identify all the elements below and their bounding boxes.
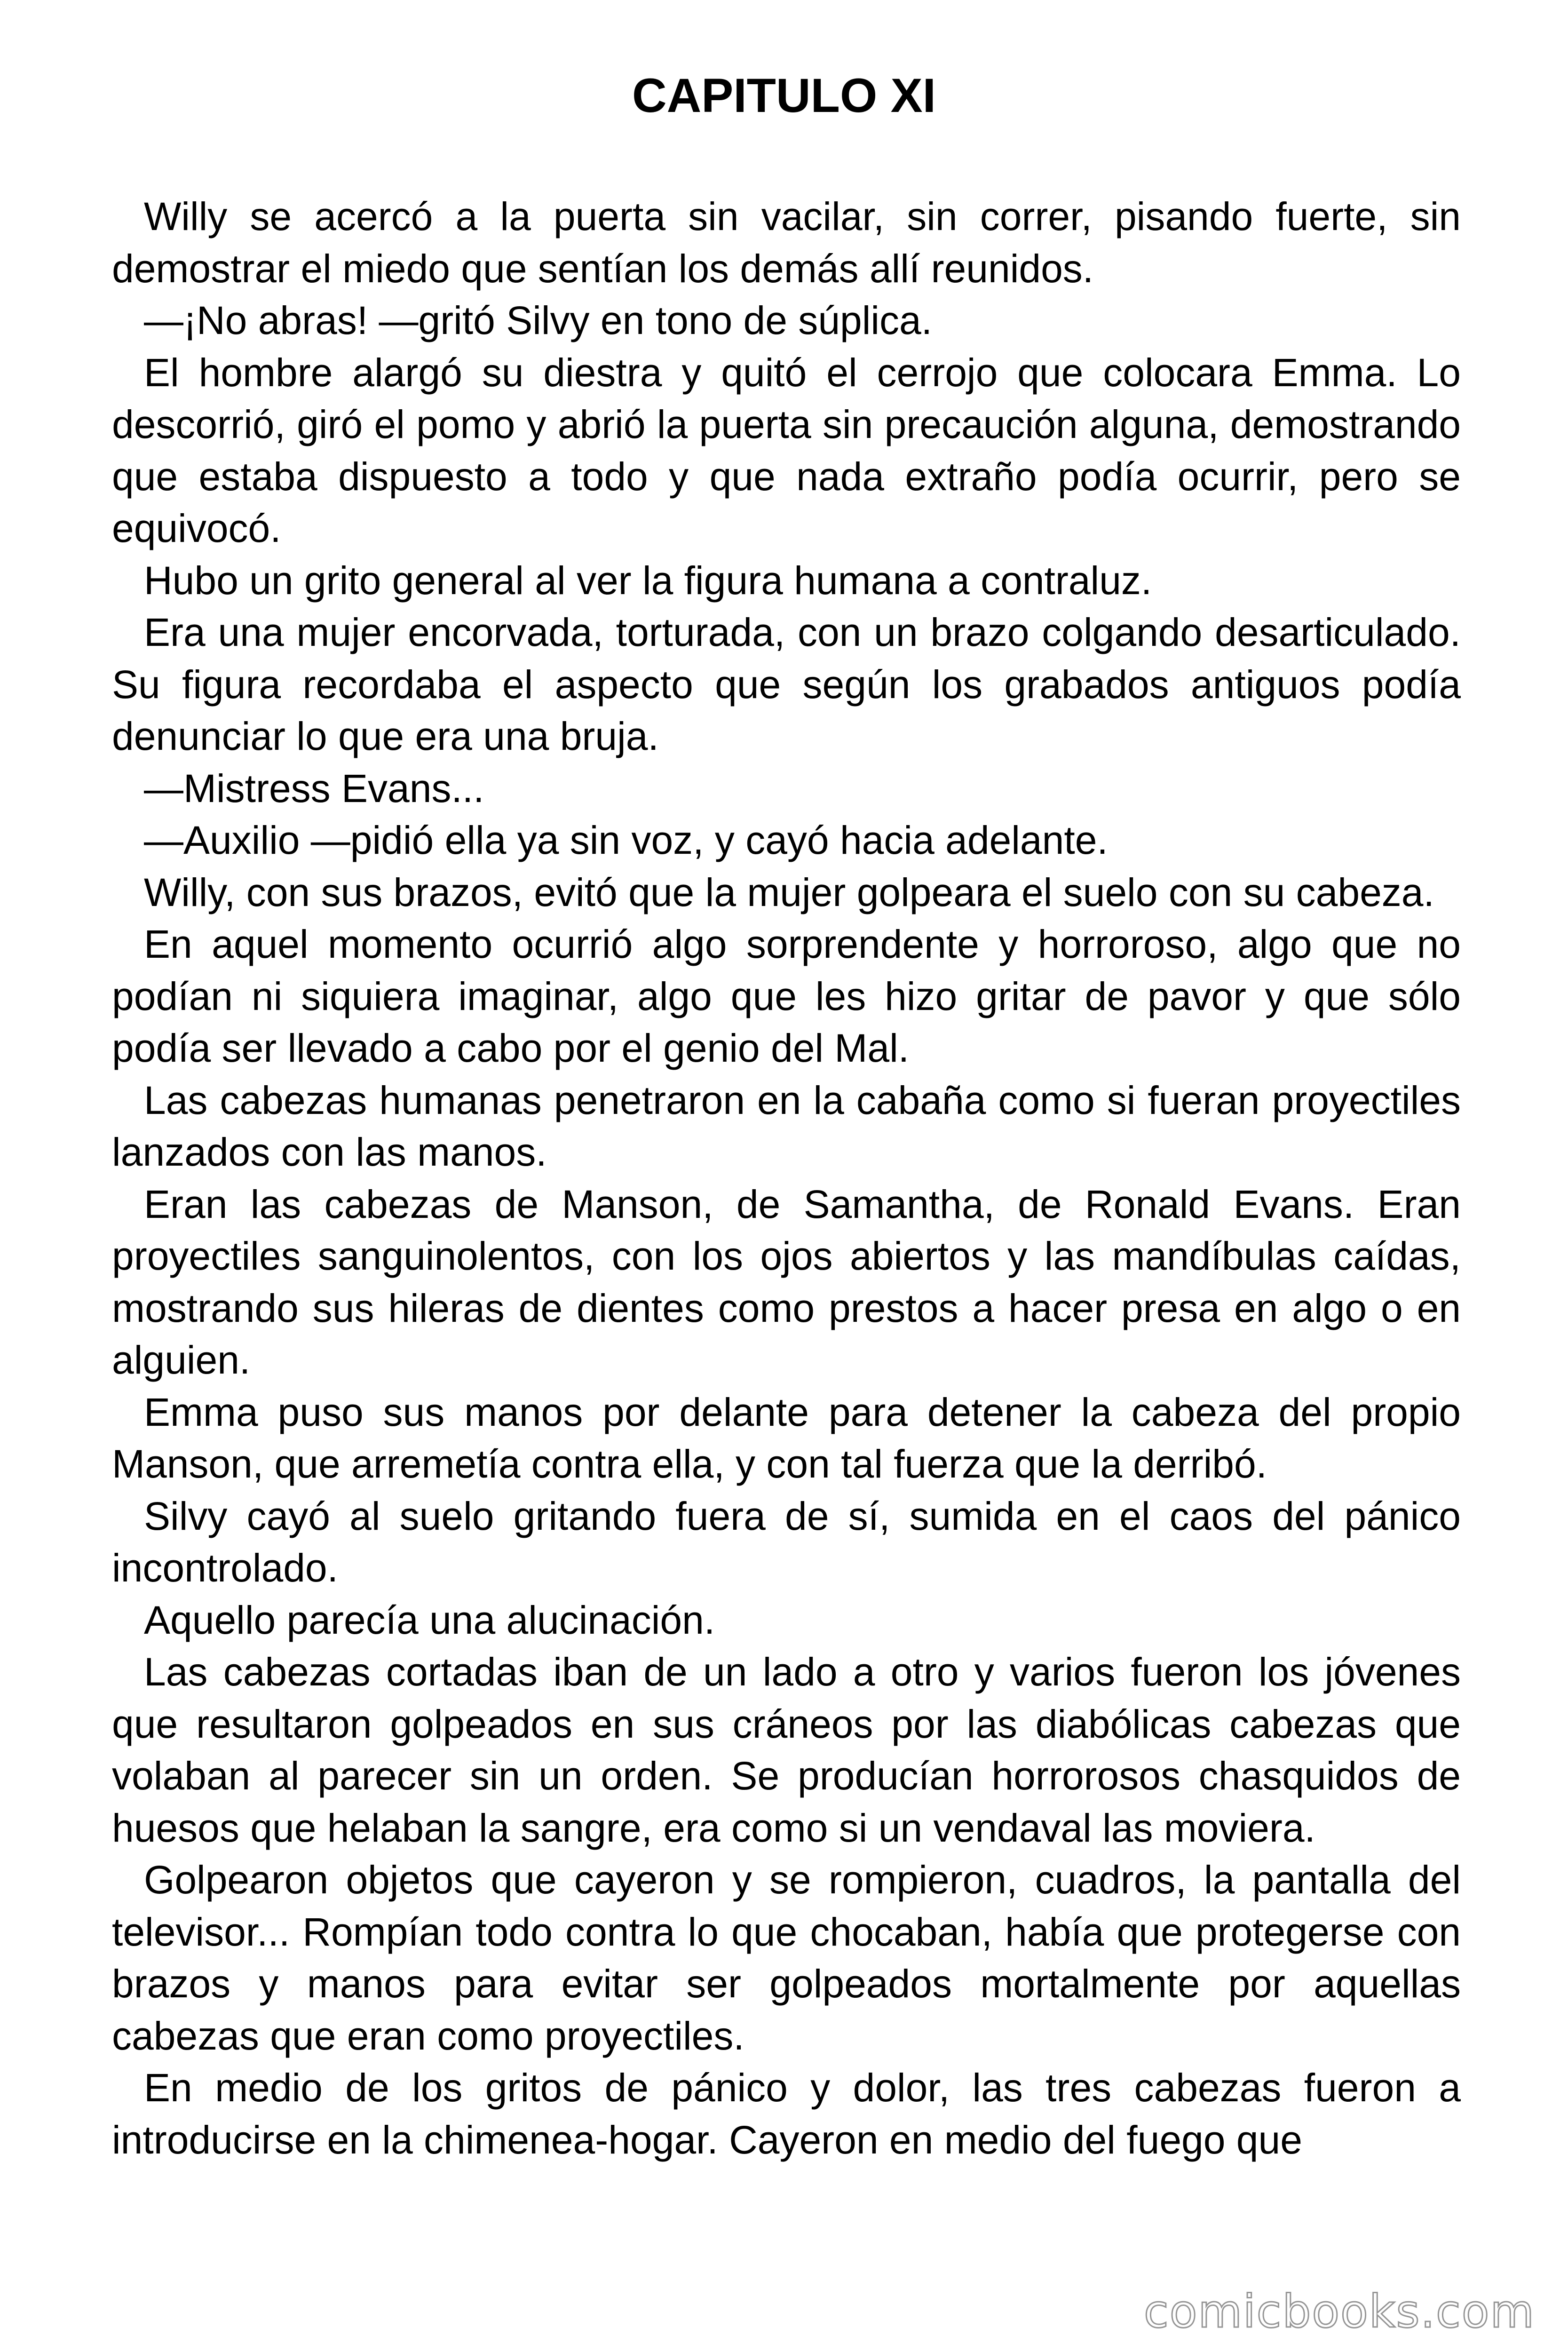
paragraph-12: Emma puso sus manos por delante para detener la cabeza del propio Manson, que arremetía contra ella, y con tal fuerza que la derribó. bbox=[112, 1390, 1461, 1486]
paragraph-17: En medio de los gritos de pánico y dolor, las tres cabezas fueron a introducirse en la chimenea-hogar. Cayeron en medio del fuego que bbox=[112, 2066, 1461, 2162]
paragraph-5: Era una mujer encorvada, torturada, con un brazo colgando desarticulado. Su figura recordaba el aspecto que según los grabados antiguos podía denunciar lo que era una bruja. bbox=[112, 610, 1461, 758]
paragraph-4: Hubo un grito general al ver la figura humana a contraluz. bbox=[144, 558, 1152, 603]
paragraph-10: Las cabezas humanas penetraron en la cabaña como si fueran proyectiles lanzados con las manos. bbox=[112, 1078, 1461, 1174]
paragraph-2: —¡No abras! —gritó Silvy en tono de súplica. bbox=[144, 298, 933, 342]
paragraph-9: En aquel momento ocurrió algo sorprendente y horroroso, algo que no podían ni siquiera imaginar, algo que les hizo gritar de pavor y que sólo podía ser llevado a cabo por el genio del Mal. bbox=[112, 922, 1461, 1070]
paragraph-15: Las cabezas cortadas iban de un lado a otro y varios fueron los jóvenes que resultaron golpeados en sus cráneos por las diabólicas cabezas que volaban al parecer sin un orden. Se producían horrorosos chasquidos de huesos que helaban la sangre, era como si un vendaval las moviera. bbox=[112, 1650, 1461, 1850]
chapter-body bbox=[112, 191, 1461, 2166]
paragraph-11: Eran las cabezas de Manson, de Samantha, de Ronald Evans. Eran proyectiles sanguinolentos, con los ojos abiertos y las mandíbulas caídas, mostrando sus hileras de dientes como prestos a hacer presa en algo o en alguien. bbox=[112, 1182, 1461, 1382]
paragraph-16: Golpearon objetos que cayeron y se rompieron, cuadros, la pantalla del televisor... Rompían todo contra lo que chocaban, había que protegerse con brazos y manos para evitar ser golpeados mortalmente por aquellas cabezas que eran como proyectiles. bbox=[112, 1858, 1461, 2058]
paragraph-8: Willy, con sus brazos, evitó que la mujer golpeara el suelo con su cabeza. bbox=[144, 870, 1434, 914]
paragraph-1: Willy se acercó a la puerta sin vacilar, sin correr, pisando fuerte, sin demostrar el miedo que sentían los demás allí reunidos. bbox=[112, 194, 1461, 291]
paragraph-3: El hombre alargó su diestra y quitó el cerrojo que colocara Emma. Lo descorrió, giró el pomo y abrió la puerta sin precaución alguna, demostrando que estaba dispuesto a todo y que nada extraño podía ocurrir, pero se equivocó. bbox=[112, 350, 1461, 550]
paragraph-6: —Mistress Evans... bbox=[144, 766, 484, 810]
chapter-title: CAPITULO XI bbox=[632, 69, 936, 122]
watermark-logo: comicbooks.com bbox=[1143, 2285, 1535, 2338]
paragraph-13: Silvy cayó al suelo gritando fuera de sí, sumida en el caos del pánico incontrolado. bbox=[112, 1494, 1461, 1590]
paragraph-14: Aquello parecía una alucinación. bbox=[144, 1597, 715, 1642]
paragraph-7: —Auxilio —pidió ella ya sin voz, y cayó hacia adelante. bbox=[144, 818, 1108, 862]
